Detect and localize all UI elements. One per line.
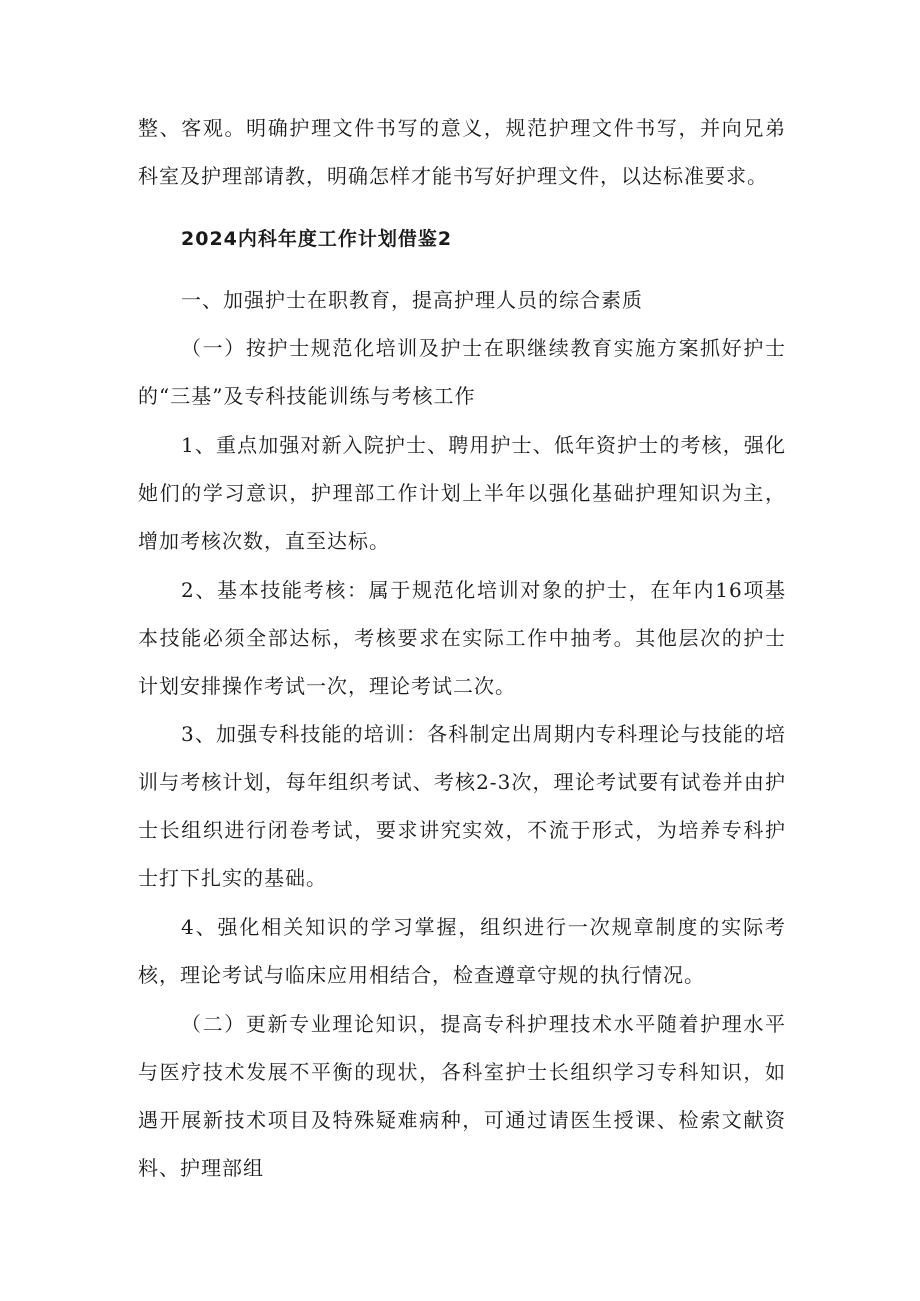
- paragraph-item-3: 3、加强专科技能的培训：各科制定出周期内专科理论与技能的培训与考核计划，每年组织考试、考核2-3次，理论考试要有试卷并由护士长组织进行闭卷考试，要求讲究实效，不流于形式，为培养专科护士打下扎实的基础。: [138, 722, 786, 890]
- paragraph-item-2: 2、基本技能考核：属于规范化培训对象的护士，在年内16项基本技能必须全部达标，考核要求在实际工作中抽考。其他层次的护士计划安排操作考试一次，理论考试二次。: [138, 578, 786, 698]
- subsection-title-two: （二）更新专业理论知识，提高专科护理技术水平随着护理水平与医疗技术发展不平衡的现状，各科室护士长组织学习专科知识，如遇开展新技术项目及特殊疑难病种，可通过请医生授课、检索文献资料、护理部组: [138, 1012, 786, 1180]
- section-heading: 2024内科年度工作计划借鉴2: [181, 228, 453, 250]
- paragraph-continuation: 整、客观。明确护理文件书写的意义，规范护理文件书写，并向兄弟科室及护理部请教，明确怎样才能书写好护理文件，以达标准要求。: [138, 116, 786, 188]
- paragraph-item-1: 1、重点加强对新入院护士、聘用护士、低年资护士的考核，强化她们的学习意识，护理部工作计划上半年以强化基础护理知识为主，增加考核次数，直至达标。: [138, 433, 786, 553]
- subsection-title-one: （一）按护士规范化培训及护士在职继续教育实施方案抓好护士的“三基”及专科技能训练与考核工作: [138, 336, 786, 408]
- section-title-one: 一、加强护士在职教育，提高护理人员的综合素质: [181, 288, 643, 312]
- paragraph-item-4: 4、强化相关知识的学习掌握，组织进行一次规章制度的实际考核，理论考试与临床应用相结合，检查遵章守规的执行情况。: [138, 915, 786, 987]
